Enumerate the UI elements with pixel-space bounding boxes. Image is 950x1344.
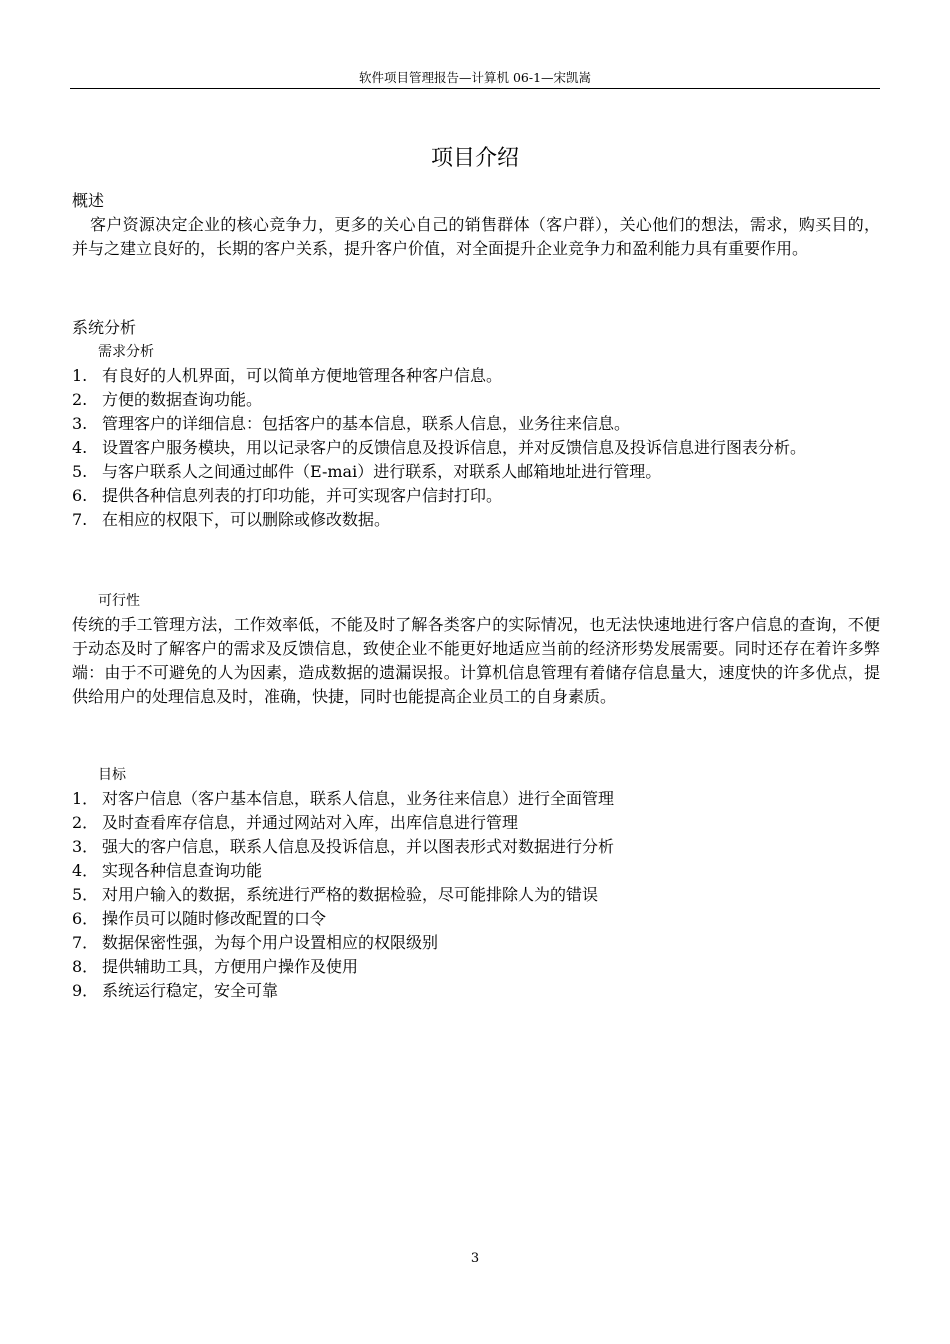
list-item [72,412,880,436]
page-number: 3 [470,1251,480,1266]
list-item-number: 5. [72,462,88,481]
list-item [72,388,880,412]
list-item [72,883,880,907]
list-item [72,787,880,811]
requirements-list [72,364,880,532]
list-item [72,484,880,508]
overview-paragraph: 客户资源决定企业的核心竞争力，更多的关心自己的销售群体（客户群），关心他们的想法，需求，购买目的，并与之建立良好的，长期的客户关系，提升客户价值，对全面提升企业竞争力和盈利能力具有重要作用。 [72,215,880,258]
header-rule [70,88,880,89]
list-item [72,364,880,388]
list-item-text: 方便的数据查询功能。 [102,390,263,409]
list-item-number: 3. [72,414,88,433]
list-item-number: 6． [72,909,99,928]
requirements-heading: 需求分析 [98,344,154,360]
list-item [72,979,880,1003]
list-item-number: 7. [72,510,88,529]
list-item-text: 操作员可以随时修改配置的口令 [102,909,327,928]
list-item-number: 5． [72,885,99,904]
list-item-number: 8． [72,957,99,976]
list-item-text: 在相应的权限下，可以删除或修改数据。 [102,510,391,529]
feasibility-paragraph: 传统的手工管理方法，工作效率低，不能及时了解各类客户的实际情况，也无法快速地进行客户信息的查询，不便于动态及时了解客户的需求及反馈信息，致使企业不能更好地适应当前的经济形势发展需要。同时还存在着许多弊端：由于不可避免的人为因素，造成数据的遗漏误报。计算机信息管理有着储存信息量大，速度快的许多优点，提供给用户的处理信息及时，准确，快捷，同时也能提高企业员工的自身素质。 [72,615,880,706]
list-item [72,835,880,859]
list-item-text: 提供各种信息列表的打印功能，并可实现客户信封打印。 [102,486,503,505]
list-item [72,811,880,835]
list-item-number: 1. [72,366,88,385]
list-item-number: 2. [72,390,88,409]
goals-heading: 目标 [98,767,126,783]
overview-heading: 概述 [72,191,105,210]
feasibility-heading: 可行性 [98,593,140,609]
list-item-number: 6. [72,486,88,505]
running-header: 软件项目管理报告—计算机 06-1—宋凯嵩 [358,70,592,85]
list-item-number: 1． [72,789,99,808]
list-item-number: 9． [72,981,99,1000]
list-item-text: 对用户输入的数据，系统进行严格的数据检验，尽可能排除人为的错误 [102,885,599,904]
list-item-text: 管理客户的详细信息：包括客户的基本信息，联系人信息，业务往来信息。 [102,414,631,433]
list-item-text: 数据保密性强，为每个用户设置相应的权限级别 [102,933,439,952]
list-item-text: 对客户信息（客户基本信息，联系人信息，业务往来信息）进行全面管理 [102,789,615,808]
list-item-text: 强大的客户信息，联系人信息及投诉信息，并以图表形式对数据进行分析 [102,837,615,856]
list-item [72,460,880,484]
list-item-text: 及时查看库存信息，并通过网站对入库，出库信息进行管理 [102,813,519,832]
list-item-text: 实现各种信息查询功能 [102,861,263,880]
goals-list [72,787,880,1003]
list-item-number: 3． [72,837,99,856]
list-item [72,508,880,532]
list-item-text: 与客户联系人之间通过邮件（E-mai）进行联系，对联系人邮箱地址进行管理。 [102,462,662,481]
list-item-number: 7． [72,933,99,952]
list-item [72,931,880,955]
analysis-heading: 系统分析 [72,318,137,337]
list-item [72,436,880,460]
list-item [72,859,880,883]
list-item [72,907,880,931]
list-item-text: 设置客户服务模块，用以记录客户的反馈信息及投诉信息，并对反馈信息及投诉信息进行图表分析。 [102,438,807,457]
list-item-number: 2． [72,813,99,832]
list-item-text: 系统运行稳定，安全可靠 [102,981,279,1000]
list-item-text: 提供辅助工具，方便用户操作及使用 [102,957,359,976]
list-item [72,955,880,979]
list-item-text: 有良好的人机界面，可以简单方便地管理各种客户信息。 [102,366,503,385]
list-item-number: 4． [72,861,99,880]
page-title: 项目介绍 [430,146,519,171]
list-item-number: 4. [72,438,88,457]
